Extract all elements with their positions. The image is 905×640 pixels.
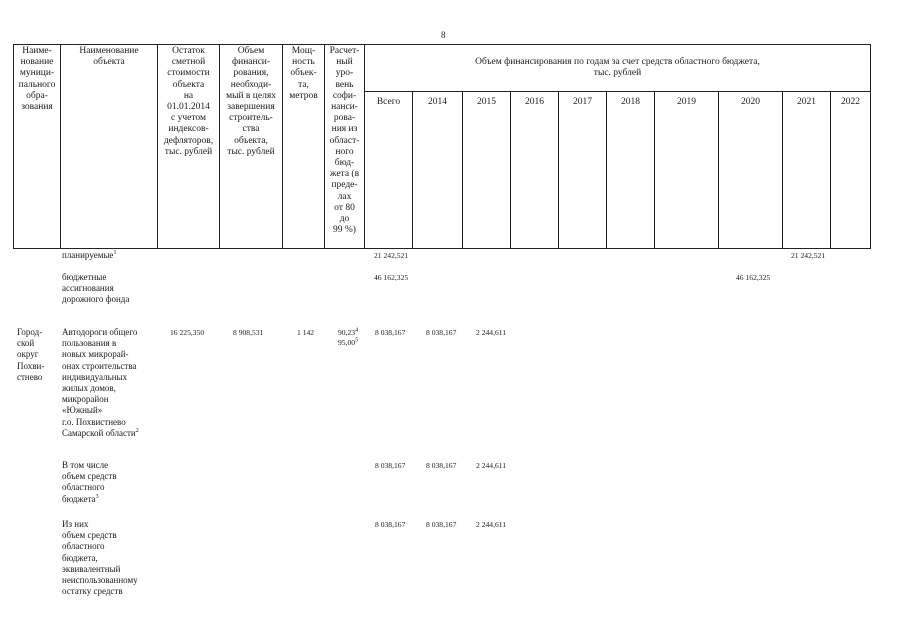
planned-label-text: планируемые (62, 250, 114, 260)
header-municipality (14, 45, 61, 249)
header-year-2021: 2021 (783, 92, 831, 249)
cofinancing-value-1 (338, 328, 358, 337)
header-year-2014: 2014 (413, 92, 463, 249)
pokhvistnevo-total: 8 038,167 (375, 328, 406, 337)
header-year-total: Всего (365, 92, 413, 249)
of-which-total: 8 038,167 (375, 520, 406, 529)
header-year-2020: 2020 (719, 92, 783, 249)
cofinancing-value-2 (338, 338, 358, 347)
header-funding-needed-text: Объем финанси- рования, необходи- мый в целях завершения строитель- ства объекта, тыс. рублей (226, 46, 276, 157)
municipality-name: Город- ской округ Похви- стнево (17, 327, 45, 382)
header-funding-title (365, 45, 871, 92)
cofinancing-footnote-2: 5 (355, 337, 359, 344)
planned-footnote: 1 (113, 250, 117, 256)
including-total: 8 038,167 (375, 461, 406, 470)
object-footnote: 2 (135, 427, 139, 434)
budget-allocations-total: 46 162,325 (374, 273, 409, 282)
header-object-name-text: Наименование объекта (79, 46, 139, 68)
of-which-label: Из них объем средств областного бюджета, эквивалентный неиспользованному остатку средств (62, 519, 138, 597)
header-cofinancing (325, 45, 365, 249)
header-funding-title-text: Объем финансирования по годам за счет средств областного бюджета, тыс. рублей (475, 57, 760, 79)
header-year-2018: 2018 (607, 92, 655, 249)
budget-allocations-2020: 46 162,325 (736, 273, 771, 282)
header-object-name (61, 45, 158, 249)
header-year-2016: 2016 (511, 92, 559, 249)
capacity-value: 1 142 (297, 328, 315, 337)
budget-allocations-label: бюджетные ассигнования дорожного фонда (62, 272, 130, 305)
header-capacity (283, 45, 325, 249)
including-label (62, 460, 117, 505)
pokhvistnevo-2015: 2 244,611 (476, 328, 507, 337)
header-municipality-text: Наиме- нование муници- пального обра- зования (18, 46, 56, 113)
planned-2021: 21 242,521 (791, 251, 826, 260)
cofinancing-value-1-text: 90,23 (338, 328, 356, 337)
including-label-text: В том числе объем средств областного бюджета (62, 460, 117, 504)
header-remaining-cost-text: Остаток сметной стоимости объекта на 01.01.2014 с учетом индексов- дефляторов, тыс. рублей (163, 46, 214, 157)
header-capacity-text: Мощ- ность объек- та, метров (289, 46, 318, 101)
header-funding-needed (220, 45, 283, 249)
planned-total: 21 242,521 (374, 251, 409, 260)
planned-label (62, 250, 116, 261)
pokhvistnevo-2014: 8 038,167 (426, 328, 457, 337)
header-year-2015: 2015 (463, 92, 511, 249)
header-year-2019: 2019 (655, 92, 719, 249)
including-2015: 2 244,611 (476, 461, 507, 470)
header-year-2022: 2022 (831, 92, 871, 249)
object-name-text: Автодороги общего пользования в новых микрорай- онах строительства индивидуальных жилых домов, микрорайон «Южный» г.о. Похвистнево Самарской области (62, 327, 138, 438)
remaining-cost-value: 16 225,350 (170, 328, 205, 337)
header-year-2017: 2017 (559, 92, 607, 249)
header-table (13, 44, 871, 249)
funding-needed-value: 8 908,531 (233, 328, 264, 337)
including-2014: 8 038,167 (426, 461, 457, 470)
of-which-2015: 2 244,611 (476, 520, 507, 529)
header-remaining-cost (158, 45, 220, 249)
including-footnote: 3 (95, 493, 99, 500)
page-number: 8 (441, 30, 446, 40)
cofinancing-value-2-text: 95,00 (338, 338, 356, 347)
cofinancing-footnote-1: 4 (355, 327, 359, 334)
of-which-2014: 8 038,167 (426, 520, 457, 529)
header-cofinancing-text: Расчет- ный уро- вень софи- нанси- рова- ния из област- ного бюд- жета (в преде- лах от 80 до 99 %) (329, 46, 360, 236)
object-name (62, 327, 139, 439)
